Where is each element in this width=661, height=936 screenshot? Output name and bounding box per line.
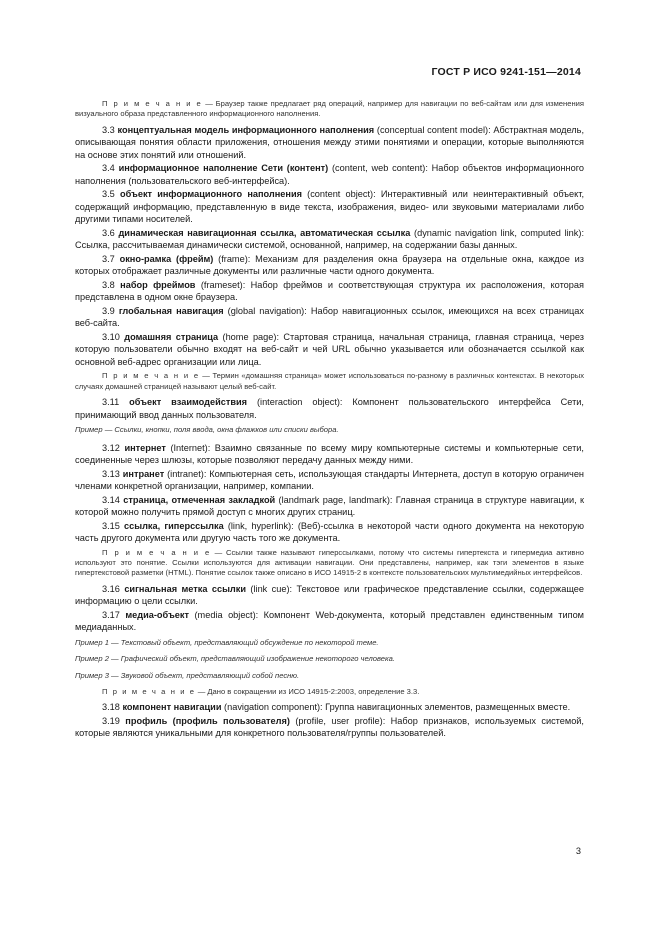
- note-label: П р и м е ч а н и е: [102, 686, 196, 696]
- note-label: П р и м е ч а н и е: [102, 99, 203, 108]
- document-header: ГОСТ Р ИСО 9241-151—2014: [431, 66, 581, 78]
- term-name: страница, отмеченная закладкой: [123, 494, 276, 505]
- term-text: (dynamic navigation link, computed link): Ссылка, рассчитываемая динамически системой, основанной, например, на содержании базы данных.: [75, 227, 584, 251]
- term-number: 3.8: [102, 279, 115, 290]
- note-text: — Ссылки также называют гиперссылками, потому что системы гипертекста и гипермедиа активно используют это понятие. Ссылки используются для активации навигации. Они представлены, например, как тэги элементов в языке гипертекстовой разметки (HTML). Понятие ссылок также описано в ИСО 14915-2 в контексте пользовательских мультимедийных интерфейсов.: [75, 547, 585, 578]
- term-name: сигнальная метка ссылки: [124, 583, 247, 594]
- term-text: (global navigation): Набор навигационных ссылок, имеющихся на всех страницах веб-сайта.: [75, 305, 584, 329]
- term-text: (link, hyperlink): (Веб)-ссылка в некоторой части одного документа на некоторую часть другого документа или другую часть того же документа.: [75, 520, 584, 544]
- note-paragraph: [75, 687, 584, 697]
- term-name: объект информационного наполнения: [119, 189, 302, 200]
- term-name: глобальная навигация: [118, 305, 224, 316]
- term-name: ссылка, гиперссылка: [124, 520, 224, 531]
- term-text: (profile, user profile): Набор признаков, используемых системой, которые являются уникальными для конкретного пользователя/группы пользователей.: [75, 715, 584, 739]
- term-text: (navigation component): Группа навигационных элементов, размещенных вместе.: [221, 702, 571, 713]
- term-name: профиль (профиль пользователя): [125, 715, 290, 726]
- term-text: (frame): Механизм для разделения окна браузера на отдельные окна, каждое из которых отображает различные документы или различные части одного документа.: [75, 253, 584, 277]
- term-name: домашняя страница: [124, 331, 219, 342]
- term-number: 3.7: [102, 253, 115, 264]
- term-number: 3.15: [102, 520, 120, 531]
- term-number: 3.5: [102, 189, 115, 200]
- term-definition: [75, 715, 584, 740]
- term-definition: [75, 494, 584, 519]
- term-definition: [75, 442, 584, 467]
- term-name: динамическая навигационная ссылка, автоматическая ссылка: [118, 227, 411, 238]
- term-name: интернет: [124, 442, 166, 453]
- term-text: (Internet): Взаимно связанные по всему миру компьютерные системы и компьютерные сети, соединенные через шлюзы, которые позволяют передачу данных между ними.: [75, 442, 584, 466]
- term-name: информационное наполнение Сети (контент): [118, 163, 329, 174]
- term-number: 3.14: [102, 494, 120, 505]
- term-name: интранет: [122, 468, 165, 479]
- term-definition: [75, 520, 584, 545]
- term-name: концептуальная модель информационного наполнения: [117, 124, 375, 135]
- term-definition: [75, 305, 584, 330]
- term-name: окно-рамка (фрейм): [119, 253, 214, 264]
- term-name: компонент навигации: [122, 702, 222, 713]
- example-paragraph: Пример — Ссылки, кнопки, поля ввода, окна флажков или списки выбора.: [75, 425, 339, 435]
- term-number: 3.9: [102, 305, 115, 316]
- term-definition: [75, 188, 584, 226]
- term-name: набор фреймов: [120, 279, 196, 290]
- note-paragraph: [75, 371, 584, 392]
- term-text: (link cue): Текстовое или графическое представление ссылки, содержащее информацию о цели ссылки.: [75, 583, 584, 607]
- example-paragraph: Пример 1 — Текстовый объект, представляющий обсуждение по некоторой теме.: [75, 637, 379, 647]
- term-number: 3.11: [102, 397, 120, 408]
- term-name: объект взаимодействия: [129, 397, 248, 408]
- term-text: (content object): Интерактивный или неинтерактивный объект, содержащий информацию, представленную в виде текста, изображения, видео- или звуковыми материалами либо другими типами носителей.: [75, 189, 585, 225]
- term-number: 3.12: [102, 442, 120, 453]
- term-number: 3.6: [102, 227, 115, 238]
- note-text: — Дано в сокращении из ИСО 14915-2:2003, определение 3.3.: [195, 686, 420, 696]
- note-text: — Браузер также предлагает ряд операций, например для навигации по веб-сайтам или для изменения визуального образа представленного информационного наполнения.: [75, 99, 584, 119]
- note-label: П р и м е ч а н и е: [102, 547, 211, 557]
- term-number: 3.16: [102, 583, 120, 594]
- term-number: 3.13: [102, 468, 120, 479]
- term-definition: [75, 253, 584, 278]
- term-definition: [75, 396, 584, 421]
- term-text: (conceptual content model): Абстрактная модель, описывающая понятия области приложения, отношения между этими понятиями и операции, которые выполняются на основе этих понятий или отношений.: [75, 124, 584, 160]
- term-definition: [75, 583, 584, 608]
- term-text: (home page): Стартовая страница, начальная страница, главная страница, через которую пользователи обычно входят на веб-сайт и чей URL обычно указывается или обозначается ссылкой как основной веб-адрес организации или лица.: [75, 331, 584, 367]
- term-definition: [75, 227, 584, 252]
- term-definition: [75, 124, 584, 162]
- page-number: 3: [575, 846, 581, 856]
- term-definition: [75, 468, 584, 493]
- note-paragraph: [75, 99, 584, 120]
- note-label: П р и м е ч а н и е: [102, 371, 200, 381]
- term-number: 3.4: [102, 163, 115, 174]
- term-definition: [75, 162, 584, 187]
- term-text: (frameset): Набор фреймов и соответствующая структура их расположения, которая представлена в одном окне браузера.: [75, 279, 584, 303]
- document-body: [75, 96, 584, 741]
- term-number: 3.19: [102, 715, 120, 726]
- example-paragraph: Пример 3 — Звуковой объект, представляющий собой песню.: [75, 670, 300, 680]
- term-number: 3.10: [102, 331, 120, 342]
- term-text: (content, web content): Набор объектов информационного наполнения (пользовательского веб-интерфейса).: [75, 163, 584, 186]
- term-definition: [75, 609, 584, 634]
- term-number: 3.18: [102, 702, 120, 713]
- term-definition: [75, 279, 584, 304]
- term-text: (media object): Компонент Web-документа, который представлен единственным типом медиаданных.: [75, 609, 584, 633]
- note-text: — Термин «домашняя страница» может использоваться по-разному в различных контекстах. В некоторых случаях домашней страницей называют целый веб-сайт.: [75, 371, 585, 391]
- term-definition: [75, 331, 584, 369]
- term-text: (interaction object): Компонент пользовательского интерфейса Сети, принимающий ввод данных пользователя.: [75, 397, 584, 420]
- term-definition: [75, 701, 584, 714]
- term-text: (landmark page, landmark): Главная страница в структуре навигации, к которой можно получить прямой доступ с многих других страниц.: [75, 494, 584, 518]
- term-number: 3.3: [102, 124, 115, 135]
- term-name: медиа-объект: [125, 609, 190, 620]
- term-text: (intranet): Компьютерная сеть, использующая стандарты Интернета, доступ в которую ограничен членами конкретной организации, например, компании.: [75, 468, 584, 492]
- term-number: 3.17: [102, 609, 120, 620]
- note-paragraph: [75, 548, 584, 579]
- example-paragraph: Пример 2 — Графический объект, представляющий изображение некоторого человека.: [75, 654, 395, 664]
